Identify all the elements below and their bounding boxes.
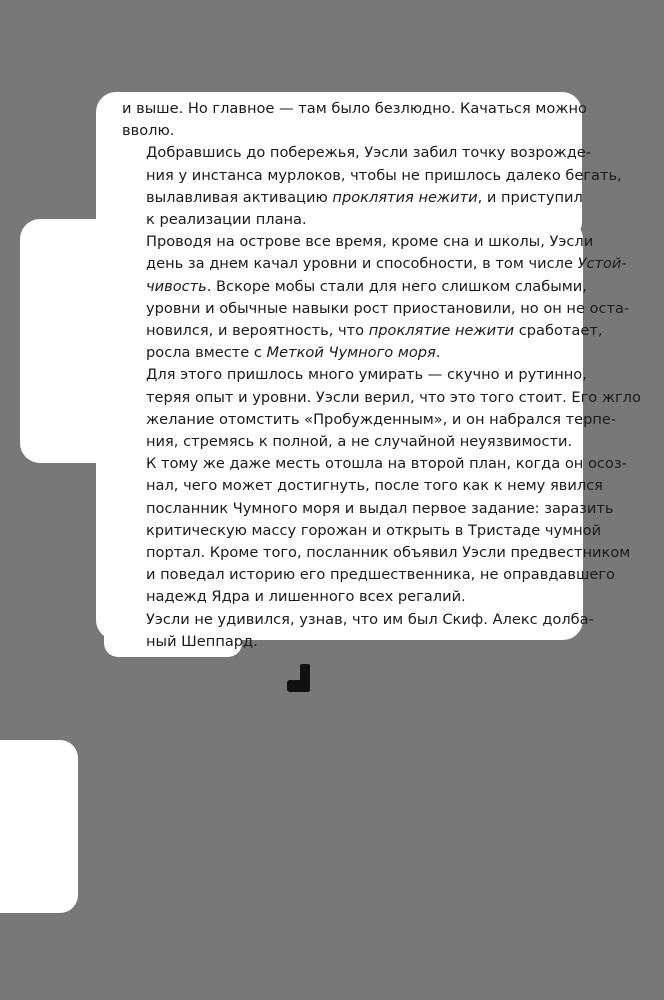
text-line [122, 276, 587, 298]
white-panel-bottom [0, 740, 78, 913]
text-run: вылавливая активацию [146, 188, 333, 206]
text-run: К тому же даже месть отошла на второй план, когда он осоз- [146, 455, 627, 473]
italic-text: проклятия нежити [332, 188, 478, 206]
text-run: желание отомстить «Пробужденным», и он набрался терпе- [146, 410, 617, 428]
text-run: надежд Ядра и лишенного всех регалий. [146, 588, 466, 606]
text-line [122, 120, 566, 142]
text-line [122, 542, 631, 564]
text-run: критическую массу горожан и открыть в Тристаде чумной [146, 521, 602, 539]
text-line [122, 498, 614, 520]
text-line [122, 520, 602, 542]
text-run: Добравшись до побережья, Уэсли забил точку возрожде- [146, 144, 592, 162]
text-run: вволю. [122, 122, 175, 140]
text-line [122, 98, 587, 120]
text-run: теряя опыт и уровни. Уэсли верил, что это того стоит. Его жгло [146, 388, 641, 406]
text-run: портал. Кроме того, посланник объявил Уэсли предвестником [146, 544, 631, 562]
text-run: день за днем качал уровни и способности, в том числе [146, 255, 578, 273]
text-line [122, 142, 592, 164]
text-line [122, 364, 587, 386]
text-run: уровни и обычные навыки рост приостановили, но он не оста- [146, 299, 630, 317]
text-run: к реализации плана. [146, 211, 307, 229]
text-run: сработает, [514, 322, 603, 340]
text-line [122, 609, 594, 631]
text-run: Проводя на острове все время, кроме сна и школы, Уэсли [146, 233, 594, 251]
text-line [122, 165, 622, 187]
paragraph [122, 231, 630, 364]
text-run: и выше. Но главное — там было безлюдно. Качаться можно [122, 100, 587, 117]
text-line [122, 231, 594, 253]
text-run: и поведал историю его предшественника, не оправдавшего [146, 566, 615, 584]
text-line [122, 409, 617, 431]
text-line [122, 431, 573, 453]
text-run: , и приступил [477, 188, 583, 206]
italic-text: чивость [146, 277, 207, 295]
text-run: ный Шеппард. [146, 632, 258, 650]
text-run: посланник Чумного моря и выдал первое задание: заразить [146, 499, 614, 517]
text-line [122, 564, 615, 586]
text-line [122, 298, 630, 320]
body-text [122, 98, 641, 653]
text-run: Для этого пришлось много умирать — скучно и рутинно, [146, 366, 587, 384]
text-line [122, 586, 566, 608]
text-run: нал, чего может достигнуть, после того как к нему явился [146, 477, 603, 495]
paragraph [122, 453, 631, 608]
text-line [122, 453, 627, 475]
text-run: ния у инстанса мурлоков, чтобы не пришлось далеко бегать, [146, 166, 622, 184]
text-run: Уэсли не удивился, узнав, что им был Скиф. Алекс долба- [146, 610, 594, 628]
paragraph [122, 364, 641, 453]
text-run: . [435, 344, 441, 362]
text-line [122, 631, 566, 653]
text-run: ния, стремясь к полной, а не случайной неуязвимости. [146, 433, 573, 451]
text-line [122, 342, 566, 364]
paragraph [122, 609, 594, 653]
italic-text: Меткой Чумного моря [266, 344, 436, 362]
text-line [122, 209, 566, 231]
text-line [122, 475, 603, 497]
text-line [122, 387, 641, 409]
italic-text: проклятие нежити [368, 322, 515, 340]
paragraph [122, 98, 587, 142]
italic-text: Устой- [577, 255, 627, 273]
text-run: новился, и вероятность, что [146, 322, 369, 340]
text-line [122, 320, 603, 342]
text-line [122, 253, 627, 275]
text-run: . Вскоре мобы стали для него слишком слабыми, [206, 277, 587, 295]
text-run: росла вместе с [146, 344, 267, 362]
text-line [122, 187, 583, 209]
paragraph [122, 142, 622, 231]
